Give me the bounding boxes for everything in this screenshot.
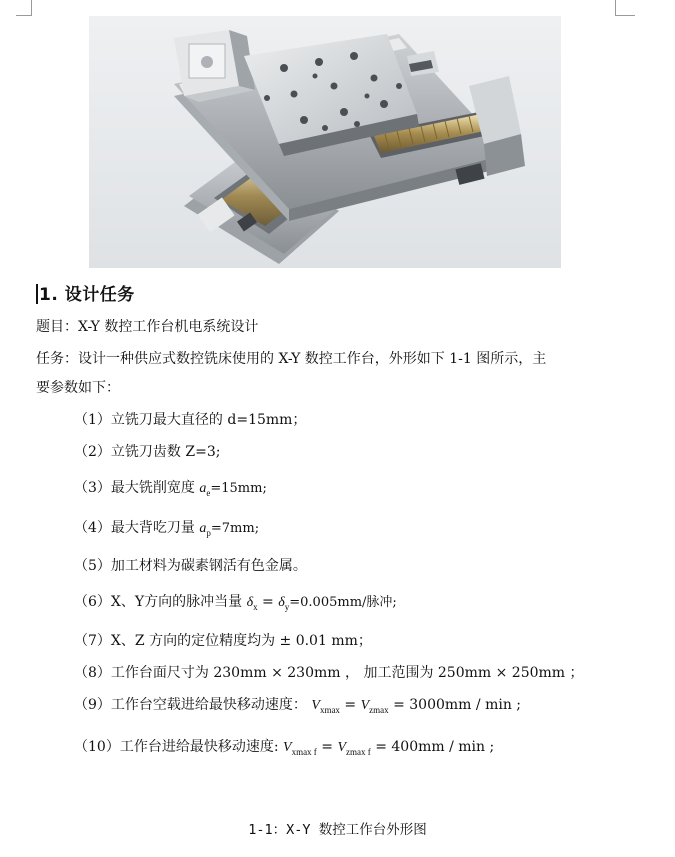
param-number: （3） <box>74 480 111 496</box>
symbol-delta: δ <box>246 595 254 610</box>
param-item-3 <box>74 477 267 498</box>
crop-mark-top-right-horizontal <box>615 15 635 16</box>
crop-mark-top-left-vertical <box>31 0 32 16</box>
text-cursor <box>36 284 38 304</box>
symbol-v-zmax-f <box>337 740 370 755</box>
param-number: （4） <box>74 520 111 536</box>
param-item-1 <box>74 409 306 429</box>
task-line-2: 要参数如下： <box>36 380 120 396</box>
param-number: （8） <box>74 665 111 681</box>
symbol-v-xmax <box>311 698 340 713</box>
equals-sign: = <box>257 594 279 610</box>
param-item-4 <box>74 517 259 538</box>
param-text: 工作台进给最快移动速度: <box>119 739 279 755</box>
param-number: （9） <box>74 697 111 713</box>
symbol-v: V <box>337 740 347 755</box>
param-value: = 3000mm / min ; <box>388 697 522 713</box>
symbol-subscript: xmax <box>319 705 340 715</box>
equals-sign: = <box>339 697 361 713</box>
symbol-subscript: x <box>253 602 258 612</box>
param-text: 立铣刀最大直径的 d=15mm； <box>110 412 307 428</box>
param-item-10 <box>74 736 494 757</box>
param-text: 立铣刀齿数 Z=3; <box>110 444 221 460</box>
param-text: 最大背吃刀量 <box>110 520 195 536</box>
task-line-1: 任务：设计一种供应式数控铣床使用的 X-Y 数控工作台，外形如下 1-1 图所示，主 <box>36 351 547 367</box>
symbol-v-xmax-f <box>283 740 317 755</box>
symbol-v-zmax <box>361 698 389 713</box>
symbol-subscript: p <box>206 528 211 538</box>
param-item-8 <box>74 662 584 682</box>
param-text: 加工材料为碳素钢活有色金属。 <box>110 558 307 574</box>
crop-mark-top-right-vertical <box>615 0 616 16</box>
param-text: X、Y方向的脉冲当量 <box>110 594 243 610</box>
symbol-delta-x <box>247 595 258 610</box>
xy-table-illustration <box>89 16 561 268</box>
symbol-v: V <box>360 698 370 713</box>
figure-caption: 1-1：X-Y 数控工作台外形图 <box>248 822 427 838</box>
param-value: =15mm; <box>210 481 267 496</box>
symbol-subscript: zmax f <box>346 747 371 757</box>
param-value: = 400mm / min ; <box>370 739 495 755</box>
param-item-5 <box>74 555 307 575</box>
symbol-v: V <box>283 740 292 755</box>
symbol-delta: δ <box>278 595 285 610</box>
param-value: =0.005mm/脉冲; <box>289 595 397 610</box>
param-number: （10） <box>74 739 120 755</box>
symbol-subscript: y <box>284 602 290 612</box>
crop-mark-top-left-horizontal <box>16 15 32 16</box>
param-number: （6） <box>74 594 111 610</box>
param-item-2 <box>74 441 220 461</box>
symbol-a-e <box>199 481 210 496</box>
symbol-subscript: xmax f <box>291 747 317 757</box>
param-item-7 <box>74 630 372 650</box>
param-text: 工作台面尺寸为 230mm × 230mm ， 加工范围为 250mm × 250mm ； <box>110 665 584 681</box>
param-item-9 <box>74 694 521 715</box>
symbol-delta-y <box>278 595 289 610</box>
param-text: 工作台空载进给最快移动速度： <box>110 697 307 713</box>
symbol-subscript: zmax <box>369 705 389 715</box>
param-number: （7） <box>74 633 111 649</box>
param-text: X、Z 方向的定位精度均为 ± 0.01 mm； <box>110 633 372 649</box>
symbol-a: a <box>199 521 207 536</box>
section-heading <box>36 280 135 305</box>
equals-sign: = <box>316 739 338 755</box>
symbol-a-p <box>199 521 211 536</box>
param-number: （1） <box>74 412 111 428</box>
param-item-6 <box>74 591 397 612</box>
symbol-v: V <box>311 698 320 713</box>
param-number: （2） <box>74 444 111 460</box>
topic-line: 题目：X-Y 数控工作台机电系统设计 <box>36 319 259 335</box>
symbol-a: a <box>199 481 207 496</box>
param-text: 最大铣削宽度 <box>110 480 195 496</box>
param-number: （5） <box>74 558 111 574</box>
param-value: =7mm; <box>210 521 260 536</box>
symbol-subscript: e <box>206 488 211 498</box>
section-heading-text: 1. 设计任务 <box>39 285 135 305</box>
